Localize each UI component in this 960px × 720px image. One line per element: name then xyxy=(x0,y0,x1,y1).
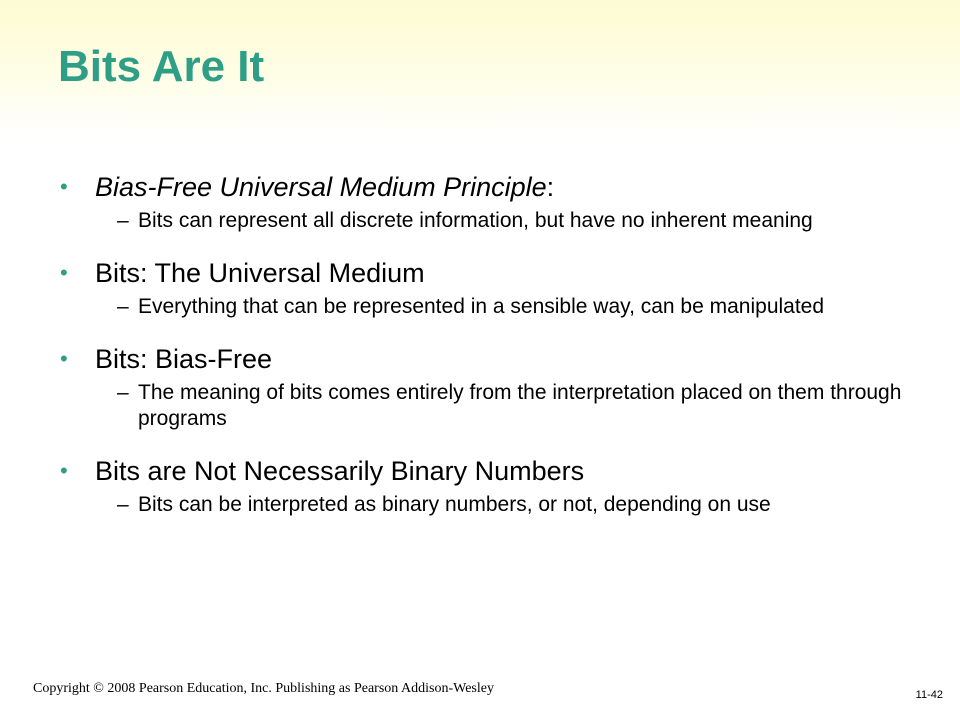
bullet-list xyxy=(60,170,910,540)
bullet-item xyxy=(60,454,910,518)
bullet-item xyxy=(60,342,910,432)
dash-icon: – xyxy=(117,209,129,232)
bullet-icon: • xyxy=(60,260,68,285)
bullet-heading: Bits are Not Necessarily Binary Numbers xyxy=(95,456,585,486)
dash-icon: – xyxy=(117,493,129,516)
bullet-detail: Bits can represent all discrete information, but have no inherent meaning xyxy=(138,209,813,232)
bullet-detail: Bits can be interpreted as binary numbers, or not, depending on use xyxy=(138,493,771,516)
bullet-icon: • xyxy=(60,346,68,371)
slide-title: Bits Are It xyxy=(58,42,265,91)
page-number: 11-42 xyxy=(915,689,943,701)
bullet-heading-colon: : xyxy=(546,172,555,202)
bullet-heading: Bits: The Universal Medium xyxy=(95,258,425,288)
bullet-heading: Bits: Bias-Free xyxy=(95,344,273,374)
bullet-icon: • xyxy=(60,174,68,199)
dash-icon: – xyxy=(117,381,129,404)
bullet-detail: The meaning of bits comes entirely from the interpretation placed on them through programs xyxy=(138,381,902,430)
bullet-item xyxy=(60,256,910,320)
bullet-detail: Everything that can be represented in a sensible way, can be manipulated xyxy=(138,295,825,318)
copyright-notice: Copyright © 2008 Pearson Education, Inc. Publishing as Pearson Addison-Wesley xyxy=(33,681,494,696)
bullet-icon: • xyxy=(60,458,68,483)
bullet-heading: Bias-Free Universal Medium Principle xyxy=(95,172,547,202)
bullet-item xyxy=(60,170,910,234)
dash-icon: – xyxy=(117,295,129,318)
